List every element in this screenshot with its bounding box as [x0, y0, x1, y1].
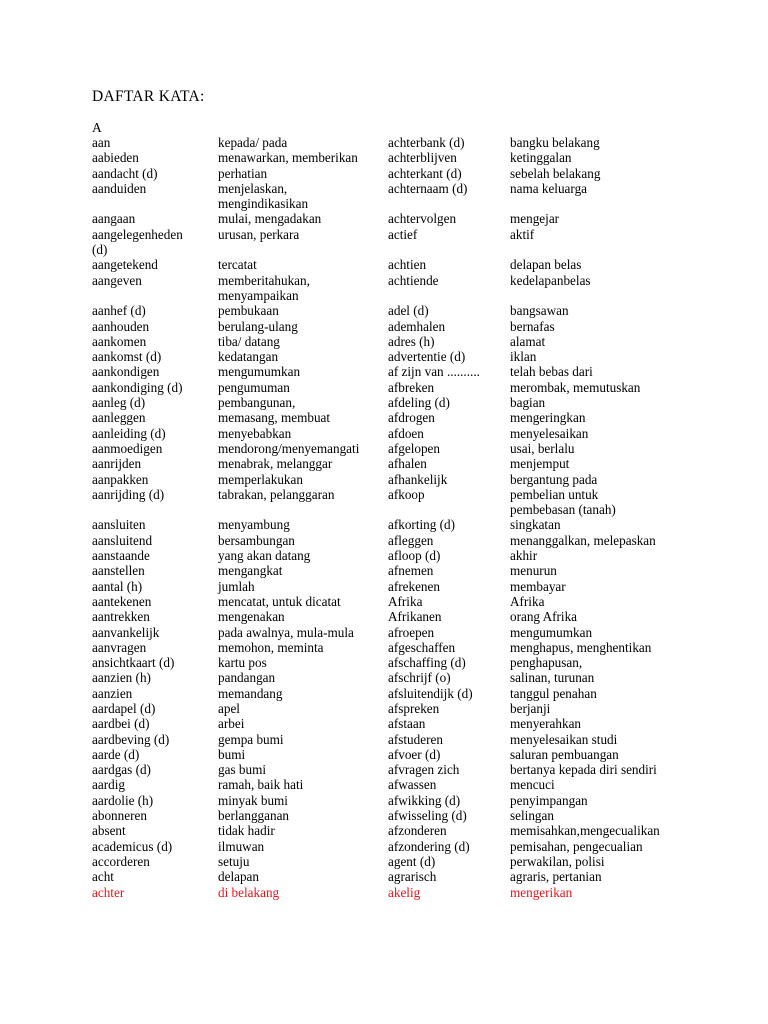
- entry-left-words: ansichtkaart (d): [92, 655, 175, 671]
- entry-right-meanings: bertanya kepada diri sendiri: [510, 762, 657, 778]
- entry-right-meanings: menyelesaikan: [510, 425, 589, 441]
- entry-right-words: Afrika: [388, 593, 423, 609]
- entry-left-words: aardapel (d): [92, 700, 156, 716]
- entry-left-meanings: bumi: [218, 746, 246, 762]
- entry-right-meanings: mengeringkan: [510, 410, 586, 426]
- entry-right-words: afzonderen: [388, 823, 447, 839]
- entry-right-words: afschaffing (d): [388, 655, 466, 671]
- entry-right-meanings: tanggul penahan: [510, 685, 597, 701]
- entry-left-words: aanzien: [92, 685, 133, 701]
- entry-right-words: afkoop: [388, 486, 425, 502]
- column-right-words: [388, 135, 510, 900]
- entry-right-meanings: pemisahan, pengecualian: [510, 838, 643, 854]
- entry-right-meanings: mengejar: [510, 211, 560, 227]
- entry-left-meanings: tabrakan, pelanggaran: [218, 486, 335, 502]
- entry-left-meanings: apel: [218, 700, 240, 716]
- entry-right-words: achterkant (d): [388, 165, 462, 181]
- entry-left-meanings: tercatat: [218, 257, 257, 273]
- entry-right-meanings: menanggalkan, melepaskan: [510, 532, 656, 548]
- entry-right-meanings: Afrika: [510, 593, 545, 609]
- entry-left-meanings: gempa bumi: [218, 731, 284, 747]
- entry-right-meanings: merombak, memutuskan: [510, 379, 641, 395]
- entry-right-words: afvragen zich: [388, 762, 460, 778]
- entry-right-words: afwikking (d): [388, 792, 461, 808]
- entry-left-meanings: pengumuman: [218, 379, 290, 395]
- entry-right-meanings: telah bebas dari: [510, 364, 593, 380]
- entry-right-words: Afrikanen: [388, 609, 442, 625]
- entry-right-words: actief: [388, 226, 418, 242]
- entry-right-words: [388, 288, 510, 303]
- entry-right-words: afvoer (d): [388, 746, 441, 762]
- entry-right-words: achtervolgen: [388, 211, 457, 227]
- entry-left-meanings: memandang: [218, 685, 283, 701]
- entry-left-meanings: minyak bumi: [218, 792, 288, 808]
- entry-left-meanings: bersambungan: [218, 532, 295, 548]
- entry-left-words: [92, 196, 217, 211]
- entry-left-words: (d): [92, 242, 108, 258]
- entry-right-meanings: menjemput: [510, 456, 570, 472]
- entry-right-words: afloop (d): [388, 548, 441, 564]
- entry-left-words: aankondiging (d): [92, 379, 183, 395]
- entry-left-words: aansluiten: [92, 517, 146, 533]
- column-right-meanings: [510, 135, 680, 900]
- entry-left-words: aankomst (d): [92, 349, 162, 365]
- entry-left-meanings: delapan: [218, 869, 260, 885]
- entry-left-meanings: memasang, membuat: [218, 410, 331, 426]
- entry-right-words: ademhalen: [388, 318, 446, 334]
- entry-left-words: aabieden: [92, 150, 139, 166]
- entry-left-meanings: setuju: [218, 853, 250, 869]
- entry-right-meanings: penghapusan,: [510, 655, 583, 671]
- entry-left-meanings: menyebabkan: [218, 425, 292, 441]
- entry-left-meanings: kedatangan: [218, 349, 279, 365]
- entry-left-meanings: berlangganan: [218, 808, 290, 824]
- entry-left-meanings: menyampaikan: [218, 287, 299, 303]
- entry-left-meanings: gas bumi: [218, 762, 266, 778]
- entry-left-meanings: kartu pos: [218, 655, 267, 671]
- entry-left-meanings: yang akan datang: [218, 548, 311, 564]
- entry-left-meanings: arbei: [218, 716, 245, 732]
- entry-right-meanings: nama keluarga: [510, 180, 588, 196]
- entry-right-meanings: membayar: [510, 578, 566, 594]
- entry-left-meanings: mulai, mengadakan: [218, 211, 322, 227]
- entry-right-meanings: [510, 242, 680, 257]
- entry-right-words: afdeling (d): [388, 395, 450, 411]
- entry-left-words: aangaan: [92, 211, 136, 227]
- entry-right-words: afwassen: [388, 777, 437, 793]
- entry-left-words: aardgas (d): [92, 762, 151, 778]
- entry-right-words: [388, 242, 510, 257]
- column-left-meanings: [218, 135, 388, 900]
- entry-right-words: afkorting (d): [388, 517, 456, 533]
- entry-left-words: aardolie (h): [92, 792, 154, 808]
- entry-right-words: akelig: [388, 884, 421, 900]
- entry-right-words: achterblijven: [388, 150, 457, 166]
- entry-right-meanings: delapan belas: [510, 257, 582, 273]
- entry-left-words: aan: [92, 135, 111, 150]
- entry-right-meanings: alamat: [510, 333, 546, 349]
- entry-right-words: afdrogen: [388, 410, 435, 426]
- entry-right-words: afleggen: [388, 532, 434, 548]
- entry-left-meanings: pembukaan: [218, 303, 279, 319]
- entry-left-meanings: mengangkat: [218, 563, 283, 579]
- entry-right-words: afspreken: [388, 700, 440, 716]
- entry-right-meanings: bangsawan: [510, 303, 569, 319]
- entry-left-meanings: [218, 242, 388, 257]
- entry-left-meanings: mendorong/menyemangati: [218, 440, 360, 456]
- entry-left-meanings: perhatian: [218, 165, 268, 181]
- entry-right-words: afhankelijk: [388, 471, 448, 487]
- entry-right-words: afstuderen: [388, 731, 443, 747]
- entry-right-words: agent (d): [388, 853, 436, 869]
- entry-right-meanings: mengerikan: [510, 884, 573, 900]
- page-title: DAFTAR KATA:: [92, 88, 205, 105]
- entry-right-meanings: aktif: [510, 226, 535, 242]
- entry-left-meanings: berulang-ulang: [218, 318, 298, 334]
- entry-right-meanings: perwakilan, polisi: [510, 853, 605, 869]
- entry-left-words: aangeven: [92, 272, 142, 288]
- entry-right-meanings: iklan: [510, 349, 537, 365]
- entry-right-meanings: penyimpangan: [510, 792, 588, 808]
- entry-left-meanings: pembangunan,: [218, 395, 296, 411]
- entry-left-meanings: urusan, perkara: [218, 226, 300, 242]
- entry-left-words: acht: [92, 869, 114, 885]
- entry-right-words: agrarisch: [388, 869, 437, 885]
- entry-left-meanings: menjelaskan,: [218, 180, 288, 196]
- entry-right-words: afrekenen: [388, 578, 440, 594]
- entry-left-words: aanrijding (d): [92, 486, 165, 502]
- entry-right-meanings: pembebasan (tanah): [510, 502, 616, 518]
- entry-left-meanings: tidak hadir: [218, 823, 275, 839]
- column-left-words: [92, 135, 217, 900]
- entry-right-meanings: agraris, pertanian: [510, 869, 602, 885]
- entry-right-meanings: menyelesaikan studi: [510, 731, 618, 747]
- entry-left-meanings: pada awalnya, mula-mula: [218, 624, 354, 640]
- entry-left-words: achter: [92, 884, 125, 900]
- entry-left-words: aanstellen: [92, 563, 145, 579]
- entry-right-meanings: bernafas: [510, 318, 555, 334]
- entry-right-meanings: mencuci: [510, 777, 555, 793]
- entry-right-meanings: memisahkan,mengecualikan: [510, 823, 660, 839]
- entry-right-meanings: bergantung pada: [510, 471, 598, 487]
- entry-left-meanings: mengumumkan: [218, 364, 301, 380]
- entry-left-meanings: jumlah: [218, 578, 255, 594]
- entry-left-meanings: menabrak, melanggar: [218, 456, 333, 472]
- entry-left-words: aangelegenheden: [92, 226, 183, 242]
- entry-right-meanings: kedelapanbelas: [510, 272, 591, 288]
- entry-left-meanings: ilmuwan: [218, 838, 265, 854]
- entry-left-meanings: ramah, baik hati: [218, 777, 304, 793]
- entry-left-words: aanleggen: [92, 410, 146, 426]
- entry-right-meanings: menghapus, menghentikan: [510, 639, 652, 655]
- entry-left-words: [92, 502, 217, 517]
- entry-left-words: aanhouden: [92, 318, 150, 334]
- entry-left-meanings: pandangan: [218, 670, 276, 686]
- entry-right-meanings: singkatan: [510, 517, 561, 533]
- entry-right-meanings: salinan, turunan: [510, 670, 595, 686]
- entry-left-words: aardig: [92, 777, 125, 793]
- entry-right-meanings: menyerahkan: [510, 716, 582, 732]
- entry-left-words: aardbei (d): [92, 716, 150, 732]
- entry-left-meanings: tiba/ datang: [218, 333, 280, 349]
- entry-left-meanings: menyambung: [218, 517, 290, 533]
- entry-right-words: afbreken: [388, 379, 435, 395]
- entry-left-meanings: mengenakan: [218, 609, 285, 625]
- entry-left-words: absent: [92, 823, 126, 839]
- entry-left-words: abonneren: [92, 808, 147, 824]
- entry-left-words: aanrijden: [92, 456, 142, 472]
- entry-right-words: afgelopen: [388, 440, 440, 456]
- entry-right-words: adel (d): [388, 303, 429, 319]
- entry-right-words: afdoen: [388, 425, 424, 441]
- entry-left-meanings: menawarkan, memberikan: [218, 150, 358, 166]
- entry-left-meanings: mengindikasikan: [218, 196, 309, 212]
- entry-left-words: aankondigen: [92, 364, 160, 380]
- entry-left-words: aanmoedigen: [92, 440, 163, 456]
- entry-right-meanings: orang Afrika: [510, 609, 578, 625]
- entry-left-meanings: mencatat, untuk dicatat: [218, 593, 341, 609]
- entry-right-words: [388, 502, 510, 517]
- entry-right-words: afzondering (d): [388, 838, 470, 854]
- entry-right-words: adres (h): [388, 333, 435, 349]
- entry-right-words: [388, 196, 510, 211]
- entry-left-words: aanstaande: [92, 548, 150, 564]
- entry-left-meanings: di belakang: [218, 884, 280, 900]
- entry-left-words: aanpakken: [92, 471, 149, 487]
- entry-right-meanings: mengumumkan: [510, 624, 593, 640]
- entry-right-meanings: [510, 196, 680, 211]
- entry-right-words: afroepen: [388, 624, 435, 640]
- entry-left-words: aanvragen: [92, 639, 147, 655]
- entry-left-meanings: memberitahukan,: [218, 272, 310, 288]
- entry-left-meanings: kepada/ pada: [218, 135, 288, 150]
- entry-right-meanings: berjanji: [510, 700, 551, 716]
- entry-right-meanings: ketinggalan: [510, 150, 572, 166]
- entry-right-meanings: pembelian untuk: [510, 486, 599, 502]
- entry-left-words: aanleiding (d): [92, 425, 166, 441]
- entry-left-words: aansluitend: [92, 532, 153, 548]
- entry-right-words: afschrijf (o): [388, 670, 451, 686]
- entry-left-words: aardbeving (d): [92, 731, 170, 747]
- entry-left-words: aanvankelijk: [92, 624, 160, 640]
- section-letter: A: [92, 120, 102, 135]
- entry-left-words: aantekenen: [92, 593, 152, 609]
- entry-left-words: academicus (d): [92, 838, 173, 854]
- entry-right-meanings: usai, berlalu: [510, 440, 575, 456]
- entry-right-words: achtiende: [388, 272, 439, 288]
- entry-right-meanings: bagian: [510, 395, 546, 411]
- entry-left-words: aangetekend: [92, 257, 158, 273]
- entry-left-words: aantrekken: [92, 609, 150, 625]
- entry-left-words: [92, 288, 217, 303]
- entry-right-words: achternaam (d): [388, 180, 468, 196]
- entry-left-words: aankomen: [92, 333, 147, 349]
- entry-left-words: accorderen: [92, 853, 150, 869]
- entry-left-words: aanduiden: [92, 180, 147, 196]
- entry-left-meanings: memperlakukan: [218, 471, 303, 487]
- entry-right-words: af zijn van ..........: [388, 364, 480, 380]
- entry-right-meanings: menurun: [510, 563, 557, 579]
- entry-right-words: advertentie (d): [388, 349, 466, 365]
- entry-left-words: aarde (d): [92, 746, 140, 762]
- entry-left-words: aanhef (d): [92, 303, 146, 319]
- entry-right-meanings: selingan: [510, 808, 554, 824]
- entry-left-words: aandacht (d): [92, 165, 158, 181]
- entry-left-words: aanzien (h): [92, 670, 151, 686]
- entry-right-words: afsluitendijk (d): [388, 685, 473, 701]
- entry-left-meanings: [218, 502, 388, 517]
- entry-right-words: afwisseling (d): [388, 808, 467, 824]
- entry-right-words: achterbank (d): [388, 135, 465, 150]
- entry-right-words: afhalen: [388, 456, 427, 472]
- entry-right-words: afgeschaffen: [388, 639, 456, 655]
- entry-right-meanings: saluran pembuangan: [510, 746, 619, 762]
- entry-right-words: afnemen: [388, 563, 434, 579]
- entry-left-words: aantal (h): [92, 578, 143, 594]
- entry-right-meanings: sebelah belakang: [510, 165, 601, 181]
- entry-right-meanings: bangku belakang: [510, 135, 600, 150]
- entry-right-meanings: [510, 288, 680, 303]
- entry-right-meanings: akhir: [510, 548, 538, 564]
- entry-left-words: aanleg (d): [92, 395, 146, 411]
- entry-right-words: afstaan: [388, 716, 426, 732]
- entry-right-words: achtien: [388, 257, 427, 273]
- entry-left-meanings: memohon, meminta: [218, 639, 324, 655]
